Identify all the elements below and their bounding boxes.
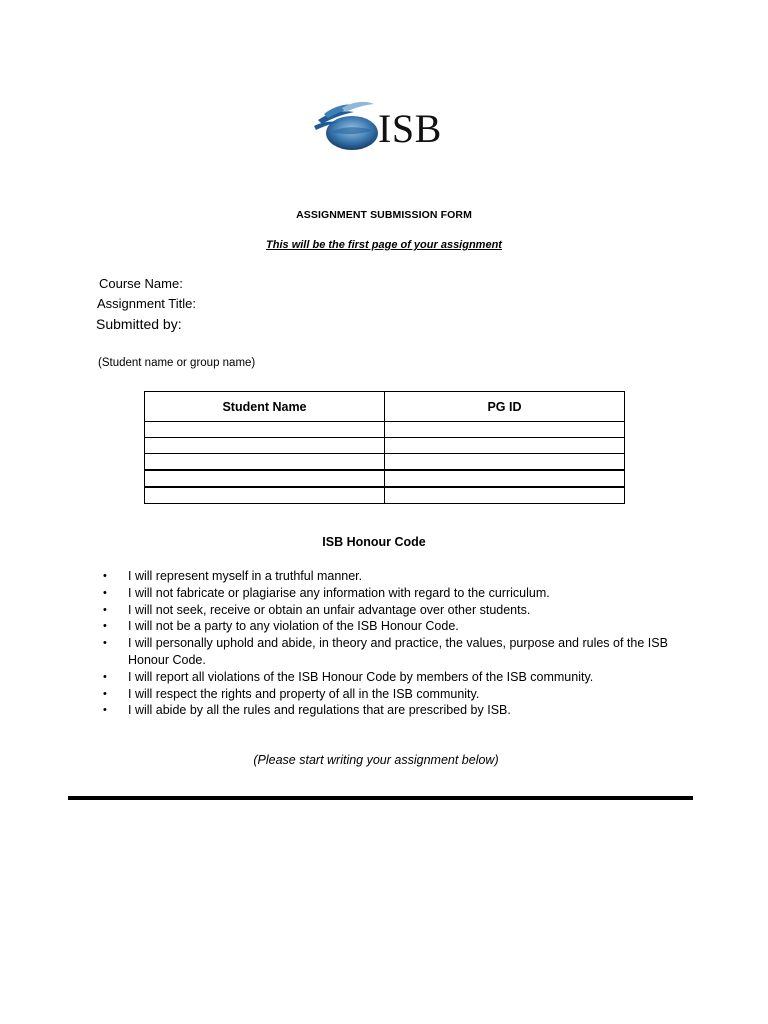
honour-code-item: I will not fabricate or plagiarise any information with regard to the curriculum. [128,585,550,600]
pg-id-cell[interactable] [385,454,625,471]
honour-code-list [100,568,670,719]
pg-id-cell[interactable] [385,470,625,487]
list-item [100,602,670,619]
student-name-cell[interactable] [145,487,385,504]
honour-code-item: I will not be a party to any violation of the ISB Honour Code. [128,619,459,634]
logo-text: ISB [378,106,442,151]
list-item [100,702,670,719]
submitted-by-label: Submitted by: [96,316,182,332]
assignment-title-label: Assignment Title: [97,296,196,311]
pg-id-cell[interactable] [385,422,625,438]
table-row [145,470,625,487]
pg-id-header: PG ID [385,392,625,422]
student-name-note: (Student name or group name) [98,357,256,369]
bullet-icon: • [103,670,107,683]
list-item [100,669,670,686]
list-item [100,618,670,635]
student-name-cell[interactable] [145,454,385,471]
bullet-icon: • [103,570,107,582]
honour-code-item: I will personally uphold and abide, in theory and practice, the values, purpose and rules of the ISB Honour Code. [128,636,668,667]
bullet-icon: • [103,603,107,616]
honour-code-item: I will represent myself in a truthful manner. [128,569,363,583]
table-row [145,454,625,471]
list-item [100,635,670,669]
isb-bird-globe-icon [312,100,382,152]
list-item [100,585,670,602]
form-title: ASSIGNMENT SUBMISSION FORM [296,209,472,221]
honour-code-item: I will respect the rights and property of all in the ISB community. [128,686,480,701]
pg-id-cell[interactable] [385,438,625,454]
table-row [145,422,625,438]
bullet-icon: • [103,586,107,599]
bullet-icon: • [103,637,107,650]
bullet-icon: • [103,704,107,717]
honour-code-item: I will report all violations of the ISB Honour Code by members of the ISB community. [128,669,594,684]
student-name-header: Student Name [145,392,385,422]
pg-id-cell[interactable] [385,487,625,504]
honour-code-item: I will abide by all the rules and regulations that are prescribed by ISB. [128,703,511,718]
course-name-label: Course Name: [99,276,183,291]
table-row [145,487,625,504]
student-name-cell[interactable] [145,422,385,438]
student-table [144,391,625,504]
table-row [145,438,625,454]
start-writing-note: (Please start writing your assignment below) [253,753,499,767]
table-header-row [145,392,625,422]
list-item [100,686,670,703]
form-subtitle: This will be the first page of your assignment [266,239,502,251]
bullet-icon: • [103,687,107,700]
student-name-cell[interactable] [145,438,385,454]
honour-code-item: I will not seek, receive or obtain an unfair advantage over other students. [128,602,531,617]
list-item [100,568,670,585]
section-divider [68,796,693,800]
bullet-icon: • [103,620,107,633]
isb-logo [312,100,472,156]
honour-code-title: ISB Honour Code [322,535,426,549]
student-name-cell[interactable] [145,470,385,487]
